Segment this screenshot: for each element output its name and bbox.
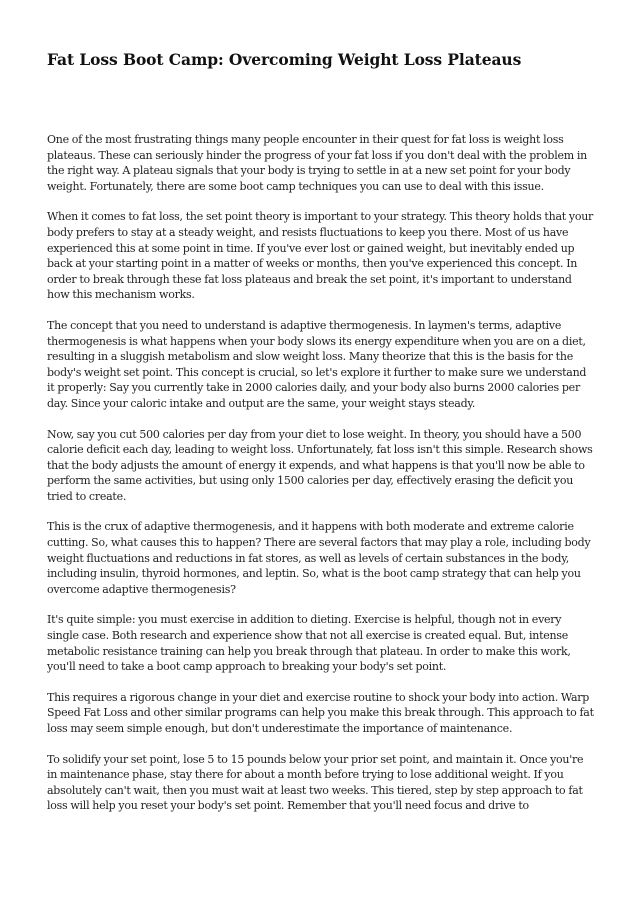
paragraph-3: The concept that you need to understand is adaptive thermogenesis. In laymen's terms, adaptive thermogenesis is what happens when your body slows its energy expenditure when you are on a diet, resulting in a sluggish metabolism and slow weight loss. Many theorize that this is the basis for the body's weight set point. This concept is crucial, so let's explore it further to make sure we understand it properly: Say you currently take in 2000 calories daily, and your body also burns 2000 calories per day. Since your caloric intake and output are the same, your weight stays steady. bbox=[47, 318, 587, 410]
paragraph-6: It's quite simple: you must exercise in addition to dieting. Exercise is helpful, though not in every single case. Both research and experience show that not all exercise is created equal. But, intense metabolic resistance training can help you break through that plateau. In order to make this work, you'll need to take a boot camp approach to breaking your body's set point. bbox=[47, 613, 571, 674]
paragraph-5: This is the crux of adaptive thermogenesis, and it happens with both moderate and extreme calorie cutting. So, what causes this to happen? There are several factors that may play a role, including body weight fluctuations and reductions in fat stores, as well as levels of certain substances in the body, including insulin, thyroid hormones, and leptin. So, what is the boot camp strategy that can help you overcome adaptive thermogenesis? bbox=[47, 520, 591, 596]
paragraph-2: When it comes to fat loss, the set point theory is important to your strategy. This theory holds that your body prefers to stay at a steady weight, and resists fluctuations to keep you there. Most of us have experienced this at some point in time. If you've ever lost or gained weight, but inevitably ended up back at your starting point in a matter of weeks or months, then you've experienced this concept. In order to break through these fat loss plateaus and break the set point, it's important to understand how this mechanism works. bbox=[47, 210, 594, 302]
paragraph-4: Now, say you cut 500 calories per day from your diet to lose weight. In theory, you should have a 500 calorie deficit each day, leading to weight loss. Unfortunately, fat loss isn't this simple. Research shows that the body adjusts the amount of energy it expends, and what happens is that you'll now be able to perform the same activities, but using only 1500 calories per day, effectively erasing the deficit you tried to create. bbox=[47, 427, 593, 503]
paragraph-8: To solidify your set point, lose 5 to 15 pounds below your prior set point, and maintain it. Once you're in maintenance phase, stay there for about a month before trying to lose additional weight. If you absolutely can't wait, then you must wait at least two weeks. This tiered, step by step approach to fat loss will help you reset your body's set point. Remember that you'll need focus and drive to bbox=[47, 752, 584, 813]
paragraph-7: This requires a rigorous change in your diet and exercise routine to shock your body into action. Warp Speed Fat Loss and other similar programs can help you make this break through. This approach to fat loss may seem simple enough, but don't underestimate the importance of maintenance. bbox=[47, 690, 594, 735]
document-body bbox=[47, 132, 595, 829]
paragraph-1: One of the most frustrating things many people encounter in their quest for fat loss is weight loss plateaus. These can seriously hinder the progress of your fat loss if you don't deal with the problem in the right way. A plateau signals that your body is trying to settle in at a new set point for your body weight. Fortunately, there are some boot camp techniques you can use to deal with this issue. bbox=[47, 133, 587, 193]
document-title: Fat Loss Boot Camp: Overcoming Weight Loss Plateaus bbox=[47, 50, 522, 69]
